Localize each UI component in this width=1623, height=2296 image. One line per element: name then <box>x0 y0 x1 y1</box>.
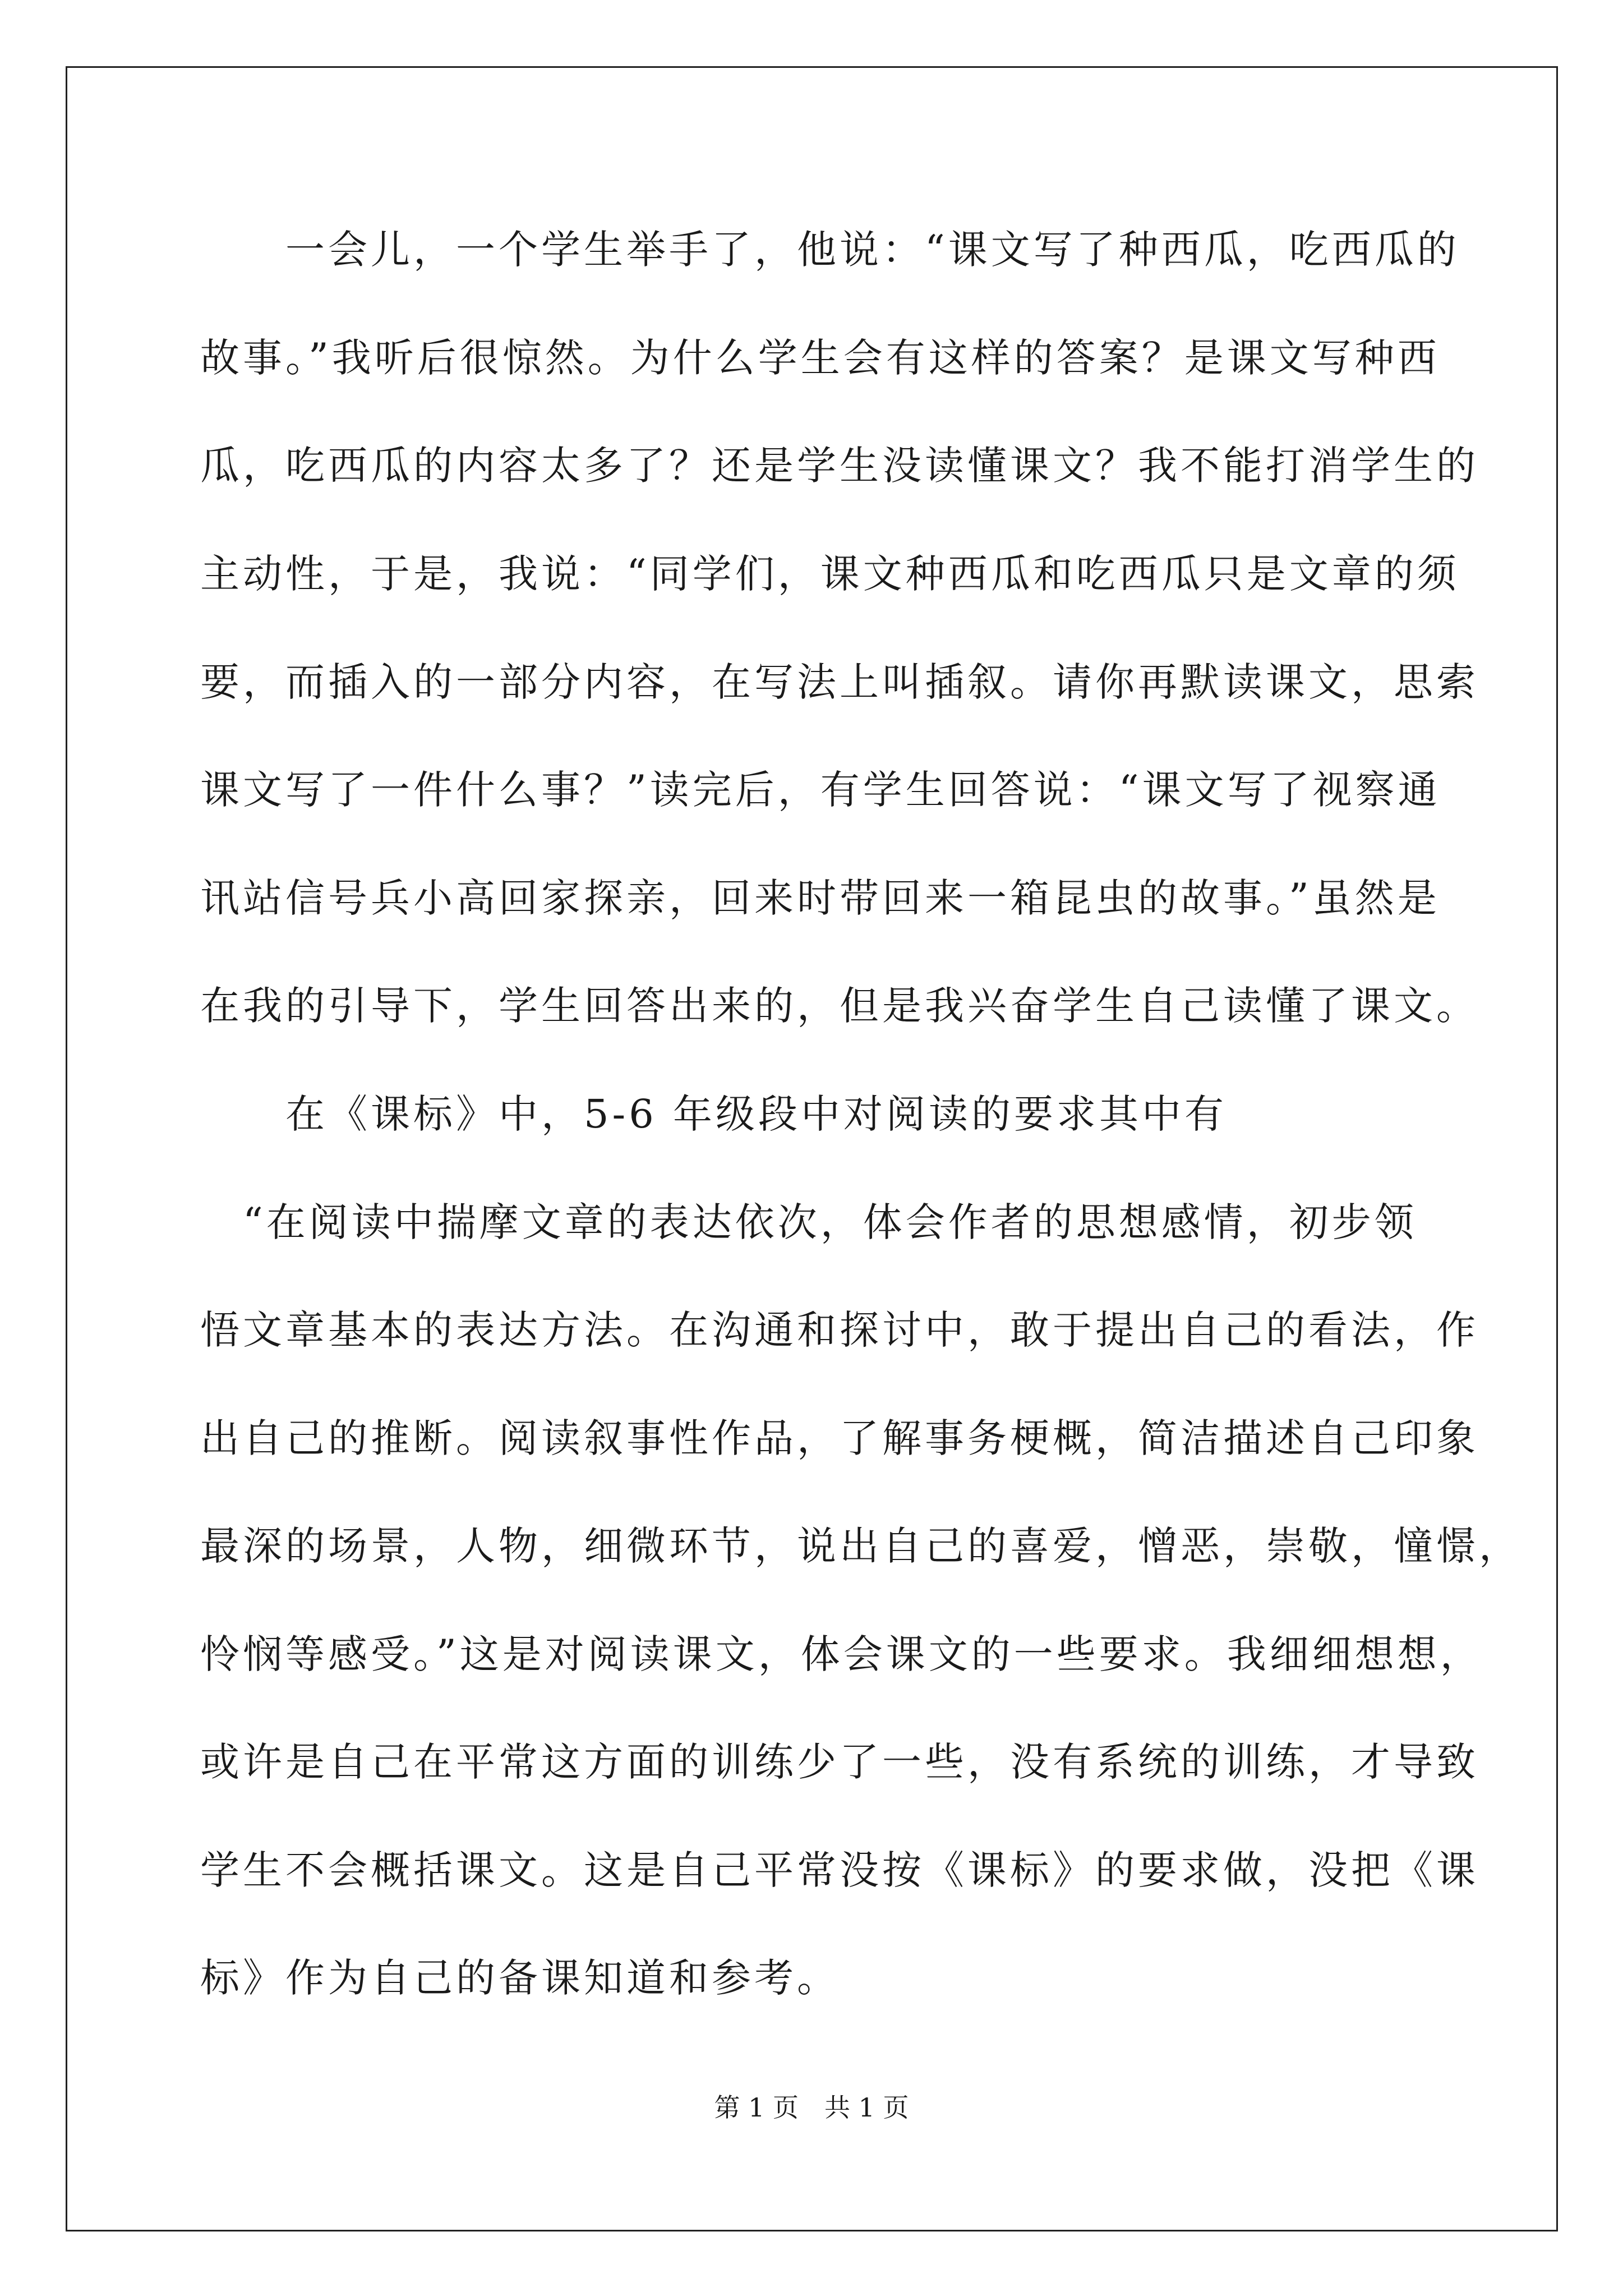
page-border <box>66 66 1558 2231</box>
text-line: 悟文章基本的表达方法。在沟通和探讨中，敢于提出自己的看法，作 <box>200 1307 1479 1353</box>
text-line: 学生不会概括课文。这是自己平常没按《课标》的要求做，没把《课 <box>200 1847 1479 1893</box>
text-line: “在阅读中揣摩文章的表达依次，体会作者的思想感情，初步领 <box>200 1199 1417 1245</box>
text-line: 故事。”我听后很惊然。为什么学生会有这样的答案？是课文写种西 <box>200 335 1440 381</box>
text-line: 主动性，于是，我说：“同学们，课文种西瓜和吃西瓜只是文章的须 <box>200 551 1460 597</box>
page-number: 第 1 页 共 1 页 <box>714 2092 909 2123</box>
text-line: 要，而插入的一部分内容，在写法上叫插叙。请你再默读课文，思索 <box>200 659 1479 705</box>
text-line: 在我的引导下，学生回答出来的，但是我兴奋学生自己读懂了课文。 <box>200 983 1479 1029</box>
text-line: 讯站信号兵小高回家探亲，回来时带回来一箱昆虫的故事。”虽然是 <box>200 875 1440 921</box>
text-line: 在《课标》中，5-6 年级段中对阅读的要求其中有 <box>200 1091 1227 1137</box>
text-line: 一会儿，一个学生举手了，他说：“课文写了种西瓜，吃西瓜的 <box>200 227 1460 273</box>
text-line: 瓜，吃西瓜的内容太多了？还是学生没读懂课文？我不能打消学生的 <box>200 443 1479 489</box>
text-line: 或许是自己在平常这方面的训练少了一些，没有系统的训练，才导致 <box>200 1739 1479 1785</box>
text-line: 标》作为自己的备课知道和参考。 <box>200 1955 840 2001</box>
text-line: 最深的场景，人物，细微环节，说出自己的喜爱，憎恶，崇敬，憧憬， <box>200 1523 1521 1569</box>
text-line: 怜悯等感受。”这是对阅读课文，体会课文的一些要求。我细细想想， <box>200 1631 1483 1677</box>
text-line: 出自己的推断。阅读叙事性作品，了解事务梗概，简洁描述自己印象 <box>200 1415 1479 1461</box>
text-line: 课文写了一件什么事？”读完后，有学生回答说：“课文写了视察通 <box>200 767 1441 813</box>
